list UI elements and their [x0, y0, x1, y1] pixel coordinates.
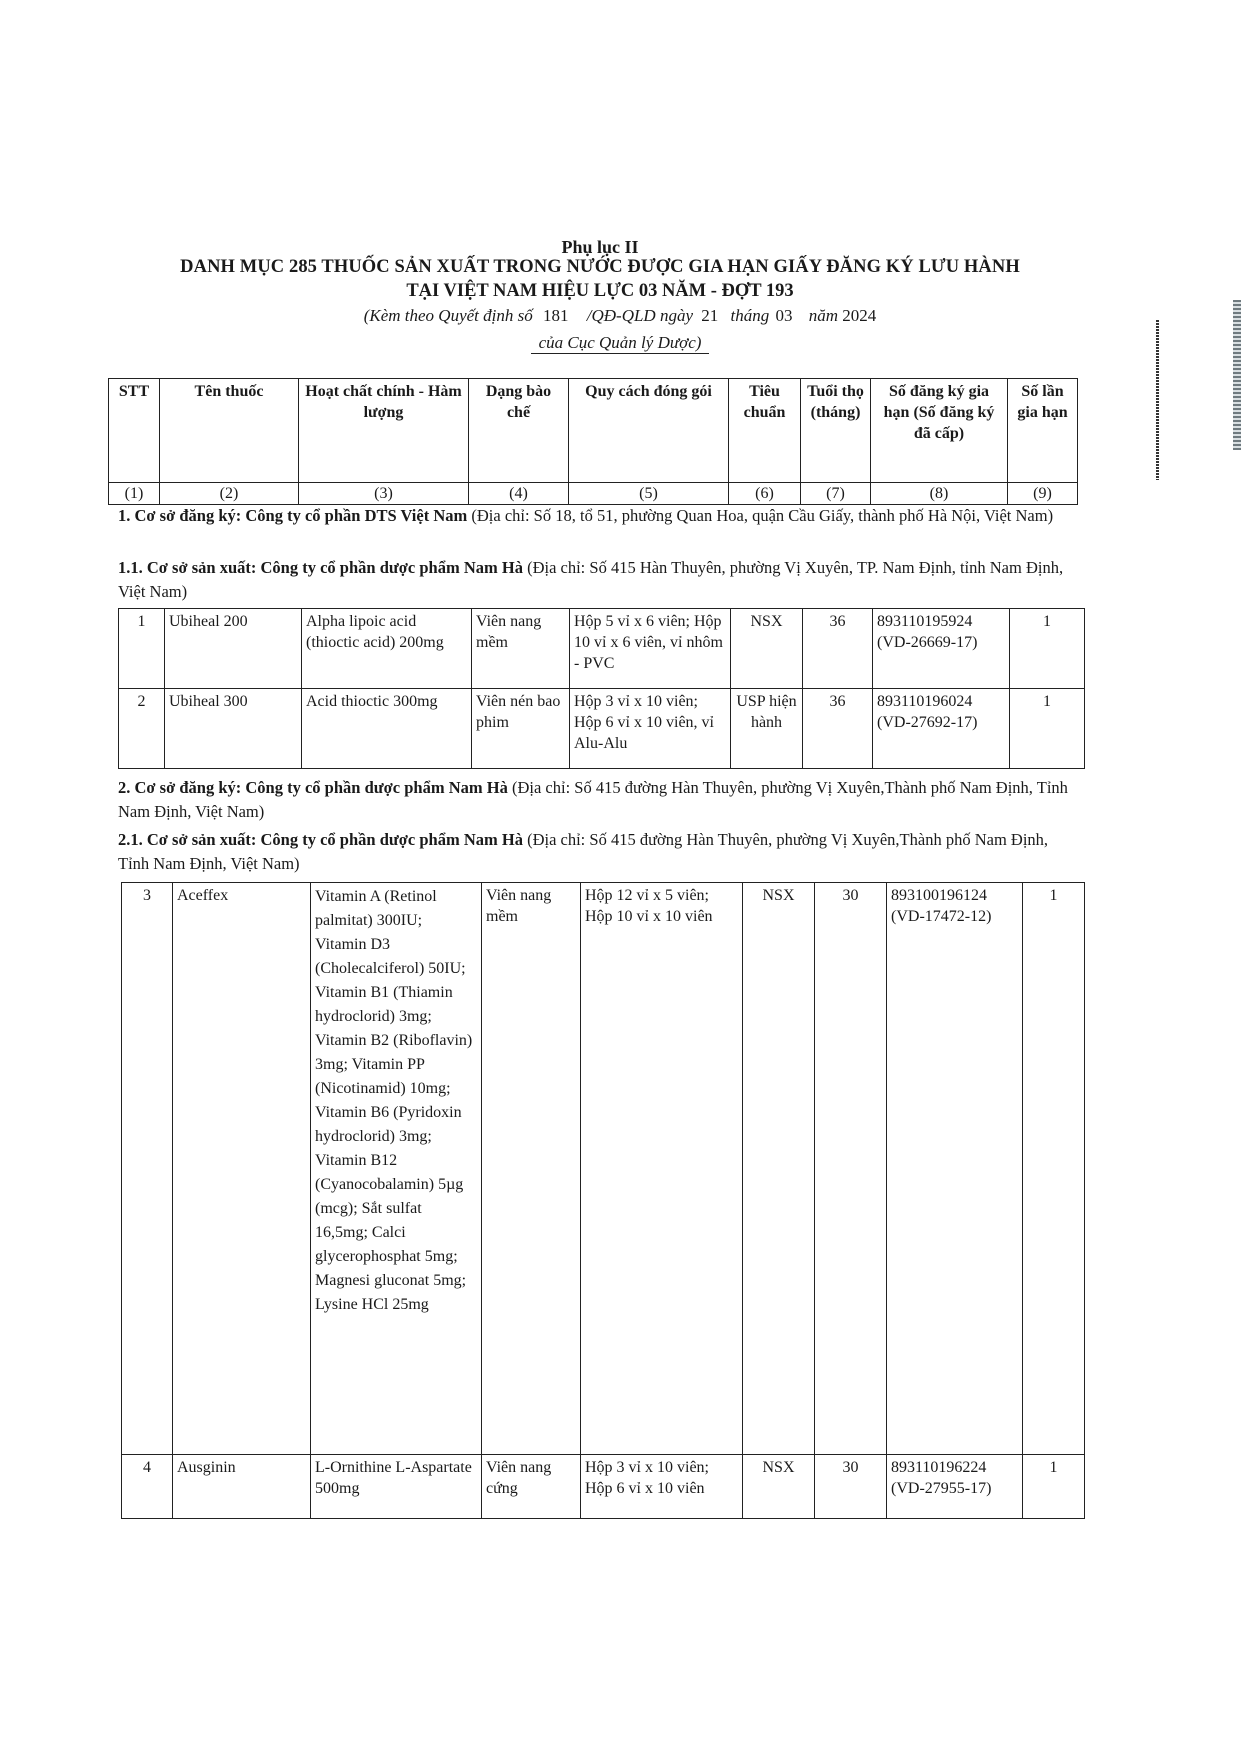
cell-shelf-life: 30 [815, 1455, 887, 1519]
cell-stt: 3 [122, 883, 173, 1455]
col-header-stt: STT [109, 379, 160, 483]
cell-stt: 2 [119, 689, 165, 769]
cell-form: Viên nang cứng [482, 1455, 581, 1519]
cell-renewals: 1 [1023, 1455, 1085, 1519]
cell-shelf-life: 36 [803, 689, 873, 769]
cell-standard: NSX [743, 1455, 815, 1519]
col-number: (6) [729, 483, 801, 505]
column-header-table [108, 378, 1078, 505]
cell-reg-number: 893110196224 (VD-27955-17) [887, 1455, 1023, 1519]
col-number: (8) [871, 483, 1008, 505]
cell-renewals: 1 [1010, 689, 1085, 769]
col-header-shelf-life: Tuổi thọ (tháng) [801, 379, 871, 483]
cell-drug-name: Ubiheal 300 [165, 689, 302, 769]
col-number: (4) [469, 483, 569, 505]
col-number: (5) [569, 483, 729, 505]
column-header-row [109, 379, 1078, 483]
cell-ingredient: Acid thioctic 300mg [302, 689, 472, 769]
section-1-1-manufacturer [118, 556, 1078, 604]
decision-code: /QĐ-QLD ngày [586, 306, 693, 325]
decision-year: 2024 [842, 306, 877, 325]
cell-packaging: Hộp 5 vỉ x 6 viên; Hộp 10 vỉ x 6 viên, vỉ nhôm - PVC [570, 609, 731, 689]
table-row [122, 883, 1085, 1455]
cell-ingredient: Alpha lipoic acid (thioctic acid) 200mg [302, 609, 472, 689]
cell-drug-name: Ausginin [173, 1455, 311, 1519]
col-number: (3) [299, 483, 469, 505]
decision-prefix: (Kèm theo Quyết định số [363, 306, 533, 325]
table-row [119, 689, 1085, 769]
document-title-line-2: TẠI VIỆT NAM HIỆU LỰC 03 NĂM - ĐỢT 193 [406, 281, 794, 301]
col-header-active-ingredient: Hoạt chất chính - Hàm lượng [299, 379, 469, 483]
registrant-label: 1. Cơ sở đăng ký: Công ty cổ phần DTS Việt Nam [118, 506, 468, 525]
section-1-registrant [118, 504, 1078, 528]
document-title-line-1: DANH MỤC 285 THUỐC SẢN XUẤT TRONG NƯỚC ĐƯỢC GIA HẠN GIẤY ĐĂNG KÝ LƯU HÀNH [180, 257, 1020, 277]
col-header-packaging: Quy cách đóng gói [569, 379, 729, 483]
cell-reg-number: 893110196024 (VD-27692-17) [873, 689, 1010, 769]
col-number: (1) [109, 483, 160, 505]
cell-drug-name: Aceffex [173, 883, 311, 1455]
cell-packaging: Hộp 12 vỉ x 5 viên; Hộp 10 vỉ x 10 viên [581, 883, 743, 1455]
decision-number: 181 [543, 306, 569, 325]
cell-form: Viên nang mềm [482, 883, 581, 1455]
scan-ruler-artifact [1156, 320, 1159, 480]
decision-month: 03 [775, 306, 793, 325]
cell-renewals: 1 [1010, 609, 1085, 689]
col-header-reg-number: Số đăng ký gia hạn (Số đăng ký đã cấp) [871, 379, 1008, 483]
manufacturer-label: 1.1. Cơ sở sản xuất: Công ty cổ phần dược phẩm Nam Hà [118, 558, 523, 577]
cell-shelf-life: 30 [815, 883, 887, 1455]
cell-packaging: Hộp 3 vỉ x 10 viên; Hộp 6 vỉ x 10 viên, vỉ Alu-Alu [570, 689, 731, 769]
manufacturer-address: (Địa chỉ: Số 415 đường Hàn Thuyên, phường Vị Xuyên,Thành phố Nam Định, Tỉnh Nam Định, Việt Nam) [118, 830, 1049, 873]
month-label: tháng [730, 306, 770, 325]
drug-table-section-1 [118, 608, 1085, 769]
registrant-address: (Địa chỉ: Số 18, tổ 51, phường Quan Hoa, quận Cầu Giấy, thành phố Hà Nội, Việt Nam) [467, 506, 1054, 525]
col-header-dosage-form: Dạng bào chế [469, 379, 569, 483]
col-number: (2) [160, 483, 299, 505]
cell-form: Viên nang mềm [472, 609, 570, 689]
cell-form: Viên nén bao phim [472, 689, 570, 769]
issuer: của Cục Quản lý Dược) [531, 333, 710, 354]
col-header-drug-name: Tên thuốc [160, 379, 299, 483]
cell-standard: NSX [743, 883, 815, 1455]
col-header-standard: Tiêu chuẩn [729, 379, 801, 483]
registrant-label: 2. Cơ sở đăng ký: Công ty cổ phần dược phẩm Nam Hà [118, 778, 508, 797]
manufacturer-label: 2.1. Cơ sở sản xuất: Công ty cổ phần dược phẩm Nam Hà [118, 830, 523, 849]
cell-drug-name: Ubiheal 200 [165, 609, 302, 689]
scan-edge-artifact [1233, 300, 1241, 450]
cell-renewals: 1 [1023, 883, 1085, 1455]
cell-reg-number: 893110195924 (VD-26669-17) [873, 609, 1010, 689]
issuer-line [120, 333, 1120, 353]
col-number: (7) [801, 483, 871, 505]
col-number: (9) [1008, 483, 1078, 505]
year-label: năm [808, 306, 839, 325]
decision-day: 21 [701, 306, 719, 325]
col-header-renewals: Số lần gia hạn [1008, 379, 1078, 483]
cell-reg-number: 893100196124 (VD-17472-12) [887, 883, 1023, 1455]
manufacturer-address: (Địa chỉ: Số 415 Hàn Thuyên, phường Vị Xuyên, TP. Nam Định, tỉnh Nam Định, Việt Nam) [118, 558, 1064, 601]
section-2-1-manufacturer [118, 828, 1078, 876]
cell-stt: 1 [119, 609, 165, 689]
section-2-registrant [118, 776, 1078, 824]
cell-standard: USP hiện hành [731, 689, 803, 769]
cell-stt: 4 [122, 1455, 173, 1519]
column-number-row [109, 483, 1078, 505]
appendix-label: Phụ lục II [561, 237, 639, 257]
table-row [122, 1455, 1085, 1519]
cell-standard: NSX [731, 609, 803, 689]
cell-ingredient: Vitamin A (Retinol palmitat) 300IU; Vitamin D3 (Cholecalciferol) 50IU; Vitamin B1 (Thiamin hydroclorid) 3mg; Vitamin B2 (Riboflavin) 3mg; Vitamin PP (Nicotinamid) 10mg; Vitamin B6 (Pyridoxin hydroclorid) 3mg; Vitamin B12 (Cyanocobalamin) 5µg (mcg); Sắt sulfat 16,5mg; Calci glycerophosphat 5mg; Magnesi gluconat 5mg; Lysine HCl 25mg [311, 883, 482, 1455]
cell-ingredient: L-Ornithine L-Aspartate 500mg [311, 1455, 482, 1519]
table-row [119, 609, 1085, 689]
drug-table-section-2 [121, 882, 1085, 1519]
decision-reference [120, 306, 1120, 326]
registrant-address: (Địa chỉ: Số 415 đường Hàn Thuyên, phường Vị Xuyên,Thành phố Nam Định, Tỉnh Nam Định, Việt Nam) [118, 778, 1068, 821]
cell-packaging: Hộp 3 vỉ x 10 viên; Hộp 6 vỉ x 10 viên [581, 1455, 743, 1519]
cell-shelf-life: 36 [803, 609, 873, 689]
